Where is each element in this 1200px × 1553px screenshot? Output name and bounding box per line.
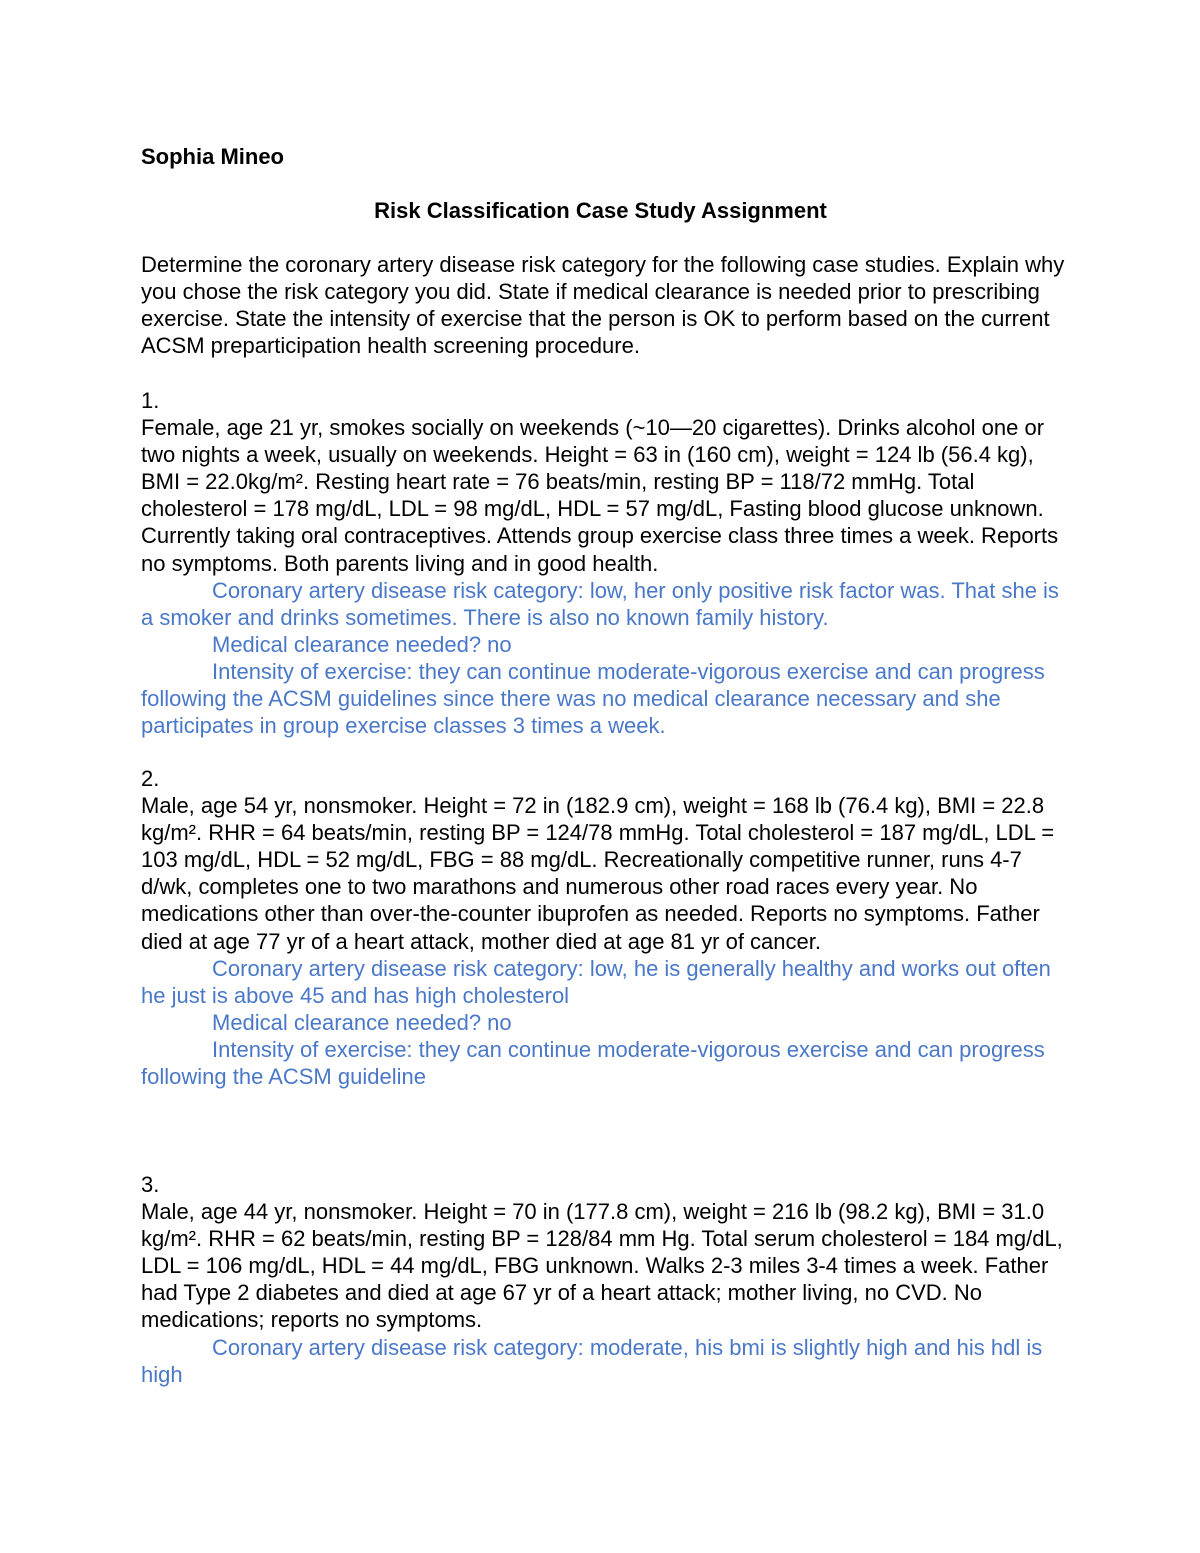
medical-clearance-answer: Medical clearance needed? no (212, 631, 512, 657)
case-number: 2. (141, 766, 160, 791)
case-description: Female, age 21 yr, smokes socially on weekends (~10—20 cigarettes). Drinks alcohol one or two nights a week, usually on weekends. Height = 63 in (160 cm), weight = 124 lb (56.4 kg), BMI = 22.0kg/m². Resting heart rate = 76 beats/min, resting BP = 118/72 mmHg. Total cholesterol = 178 mg/dL, LDL = 98 mg/dL, HDL = 57 mg/dL, Fasting blood glucose unknown. Currently taking oral contraceptives. Attends group exercise class three times a week. Reports no symptoms. Both parents living and in good health. (141, 415, 1059, 576)
author-name: Sophia Mineo (141, 144, 284, 169)
medical-clearance-answer: Medical clearance needed? no (212, 1009, 512, 1035)
case-number: 3. (141, 1172, 160, 1197)
instructions-paragraph: Determine the coronary artery disease risk category for the following case studies. Explain why you chose the risk category you did. State if medical clearance is needed prior to prescribing exercise. State the intensity of exercise that the person is OK to perform based on the current ACSM preparticipation health screening procedure. (141, 252, 1065, 359)
case-2 (141, 765, 1066, 1090)
risk-category-answer: Coronary artery disease risk category: moderate, his bmi is slightly high and his hdl is high (141, 1334, 1043, 1387)
case-number: 1. (141, 388, 160, 413)
case-description: Male, age 54 yr, nonsmoker. Height = 72 in (182.9 cm), weight = 168 lb (76.4 kg), BMI = 22.8 kg/m². RHR = 64 beats/min, resting BP = 124/78 mmHg. Total cholesterol = 187 mg/dL, LDL = 103 mg/dL, HDL = 52 mg/dL, FBG = 88 mg/dL. Recreationally competitive runner, runs 4-7 d/wk, completes one to two marathons and numerous other road races every year. No medications other than over-the-counter ibuprofen as needed. Reports no symptoms. Father died at age 77 yr of a heart attack, mother died at age 81 yr of cancer. (141, 793, 1055, 954)
exercise-intensity-answer: Intensity of exercise: they can continue moderate-vigorous exercise and can progress following the ACSM guidelines since there was no medical clearance necessary and she participates in group exercise classes 3 times a week. (141, 658, 1045, 739)
case-3 (141, 1171, 1066, 1388)
case-description: Male, age 44 yr, nonsmoker. Height = 70 in (177.8 cm), weight = 216 lb (98.2 kg), BMI = 31.0 kg/m². RHR = 62 beats/min, resting BP = 128/84 mm Hg. Total serum cholesterol = 184 mg/dL, LDL = 106 mg/dL, HDL = 44 mg/dL, FBG unknown. Walks 2-3 miles 3-4 times a week. Father had Type 2 diabetes and died at age 67 yr of a heart attack; mother living, no CVD. No medications; reports no symptoms. (141, 1199, 1063, 1333)
exercise-intensity-answer: Intensity of exercise: they can continue moderate-vigorous exercise and can progress following the ACSM guideline (141, 1036, 1045, 1090)
case-1 (141, 387, 1066, 739)
document-title: Risk Classification Case Study Assignment (374, 198, 827, 223)
risk-category-answer: Coronary artery disease risk category: low, her only positive risk factor was. That she is a smoker and drinks sometimes. There is also no known family history. (141, 577, 1059, 630)
risk-category-answer: Coronary artery disease risk category: low, he is generally healthy and works out often he just is above 45 and has high cholesterol (141, 955, 1051, 1008)
